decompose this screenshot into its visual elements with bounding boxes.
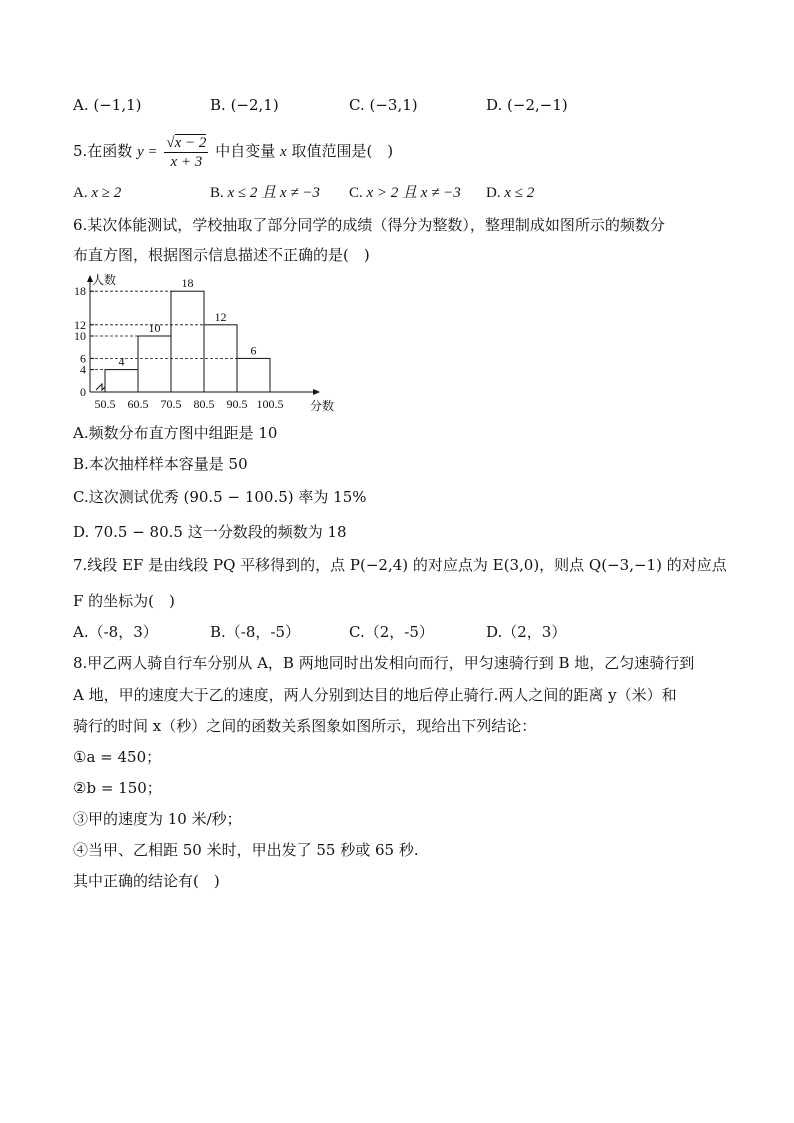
q5-stem: 5.在函数 y = $\frac{√x - 2}{x + 3}$ 中自变量 x 取值范围是( ) xyxy=(73,134,394,170)
q5-option-b: B. x ≤ 2 且 x ≠ −3 xyxy=(210,185,320,201)
q6-option-d: D. 70.5 − 80.5 这一分数段的频数为 18 xyxy=(73,523,347,541)
q6-option-b: B.本次抽样样本容量是 50 xyxy=(73,455,248,473)
bar-value-label: 18 xyxy=(181,276,194,291)
q6-stem-line1: 6.某次体能测试，学校抽取了部分同学的成绩（得分为整数），整理制成如图所示的频数分 xyxy=(73,216,665,234)
q7-option-c: C.（2，-5） xyxy=(349,623,434,641)
q7-stem-line1: 7.线段 EF 是由线段 PQ 平移得到的，点 P(−2,4) 的对应点为 E(3,0)，则点 Q(−3,−1) 的对应点 xyxy=(73,556,727,574)
y-tick-label: 4 xyxy=(80,362,86,377)
y-tick-label: 18 xyxy=(74,284,86,299)
q8-conclusion-2: ②b = 150； xyxy=(73,779,162,797)
q8-conclusion-1: ①a = 450； xyxy=(73,748,162,766)
q8-question: 其中正确的结论有( ) xyxy=(73,872,220,890)
x-tick-label: 60.5 xyxy=(127,397,149,411)
x-tick-label: 70.5 xyxy=(160,397,182,411)
q7-stem-line2: F 的坐标为( ) xyxy=(73,592,175,610)
x-axis-arrow xyxy=(313,389,320,395)
q5-fraction: $\frac{√x - 2}{x + 3}$ xyxy=(166,134,207,170)
bar-value-label: 10 xyxy=(148,321,161,335)
q8-stem-line2: A 地，甲的速度大于乙的速度，两人分别到达目的地后停止骑行.两人之间的距离 y（米）和 xyxy=(73,686,677,704)
q8-conclusion-3: ③甲的速度为 10 米/秒； xyxy=(73,810,242,828)
bar-value-label: 4 xyxy=(118,354,125,369)
q4-option-b: B. (−2,1) xyxy=(210,96,279,114)
x-tick-label: 50.5 xyxy=(94,397,116,411)
x-tick-label: 80.5 xyxy=(193,397,215,411)
bar-value-label: 6 xyxy=(250,343,257,358)
y-tick-label: 0 xyxy=(80,385,86,399)
histogram-bar xyxy=(138,336,171,392)
q4-option-d: D. (−2,−1) xyxy=(486,96,568,114)
q6-option-a: A.频数分布直方图中组距是 10 xyxy=(73,424,278,442)
q4-option-c: C. (−3,1) xyxy=(349,96,418,114)
histogram-bar xyxy=(237,358,270,392)
y-tick-label: 12 xyxy=(74,317,86,332)
q8-stem-line1: 8.甲乙两人骑自行车分别从 A，B 两地同时出发相向而行，甲匀速骑行到 B 地，乙匀速骑行到 xyxy=(73,654,695,672)
y-tick-label: 10 xyxy=(74,329,86,343)
x-tick-label: 100.5 xyxy=(256,397,284,411)
q7-option-b: B.（-8，-5） xyxy=(210,623,301,641)
q4-option-a: A. (−1,1) xyxy=(73,96,142,114)
x-tick-label: 90.5 xyxy=(226,397,248,411)
histogram-chart xyxy=(70,270,335,415)
q5-option-a: A. x ≥ 2 xyxy=(73,185,122,201)
q7-option-d: D.（2，3） xyxy=(486,623,567,641)
bar-value-label: 12 xyxy=(214,309,227,324)
q8-stem-line3: 骑行的时间 x（秒）之间的函数关系图象如图所示，现给出下列结论： xyxy=(73,717,537,735)
bars xyxy=(90,276,270,392)
q7-option-a: A.（-8，3） xyxy=(73,623,158,641)
q6-option-c: C.这次测试优秀 (90.5 − 100.5) 率为 15% xyxy=(73,488,367,506)
histogram-bar xyxy=(105,370,138,392)
q5-option-c: C. x > 2 且 x ≠ −3 xyxy=(349,185,461,201)
y-axis-label: 人数 xyxy=(92,273,117,287)
x-axis-label: 分数 xyxy=(310,399,335,413)
q6-stem-line2: 布直方图，根据图示信息描述不正确的是( ) xyxy=(73,246,370,264)
y-tick-label: 6 xyxy=(80,351,86,366)
q8-conclusion-4: ④当甲、乙相距 50 米时，甲出发了 55 秒或 65 秒. xyxy=(73,841,419,859)
histogram-bar xyxy=(171,291,204,392)
q5-option-d: D. x ≤ 2 xyxy=(486,185,535,201)
